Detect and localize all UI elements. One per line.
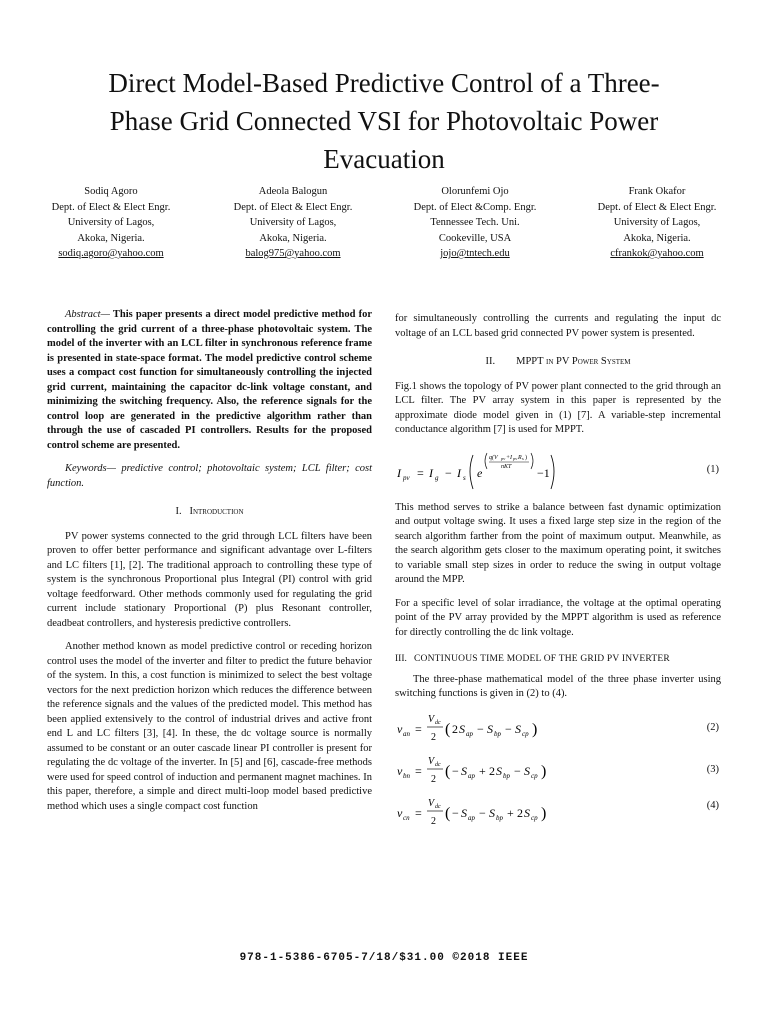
svg-text:=: =: [415, 805, 422, 820]
svg-text:−: −: [477, 721, 484, 736]
svg-text:−: −: [452, 763, 459, 778]
svg-text:2: 2: [489, 763, 495, 778]
svg-text:bp: bp: [494, 729, 501, 738]
svg-text:R: R: [518, 454, 522, 461]
section-number: III.: [395, 654, 407, 664]
author-org: University of Lagos,: [249, 217, 337, 228]
svg-text:2: 2: [452, 721, 458, 736]
equation-2: [395, 711, 721, 747]
svg-text:pv: pv: [501, 455, 506, 461]
svg-text:2: 2: [517, 805, 523, 820]
svg-text:dc: dc: [435, 761, 441, 768]
model-paragraph-1: The three-phase mathematical model of the three phase inverter using switching functions is given in (2) to (4).: [395, 673, 721, 699]
author-city: Akoka, Nigeria.: [623, 232, 691, 244]
svg-text:−: −: [514, 763, 521, 778]
section-title: MPPT in PV Power System: [516, 356, 631, 367]
mppt-paragraph-2: This method serves to strike a balance between fast dynamic optimization and output voltage swing. It uses a fixed large step size in the region of the search algorithm farther from the point of maximum output. Meanwhile, as the search algorithm gets closer to the maximum operating point, it switches to variable small step sizes in order to reduce the swing in output voltage around the MPP.: [395, 501, 721, 585]
svg-text:(: (: [445, 804, 451, 822]
svg-text:pv: pv: [513, 455, 518, 461]
left-column: [47, 308, 372, 823]
svg-text:2: 2: [431, 815, 436, 827]
svg-text:cp: cp: [522, 729, 529, 738]
svg-text:−: −: [452, 805, 459, 820]
mppt-paragraph-1: Fig.1 shows the topology of PV power plant connected to the grid through an LCL filter. The PV array system in this paper is represented by the approximate diode model given in (1) [7]. A variable-step incremental conductance algorithm [7] is used for MPPT.: [395, 380, 721, 435]
svg-text:=: =: [415, 721, 422, 736]
author-email[interactable]: balog975@yahoo.com: [245, 248, 341, 259]
author-email[interactable]: jojo@tntech.edu: [440, 248, 510, 259]
equation-3: [395, 753, 721, 789]
author-dept: Dept. of Elect & Elect Engr.: [51, 201, 171, 213]
section-title: Introduction: [189, 506, 244, 517]
keywords: [47, 462, 372, 491]
svg-text:S: S: [461, 763, 467, 778]
svg-text:−: −: [479, 805, 486, 820]
svg-text:+: +: [479, 763, 486, 778]
svg-text:q(V: q(V: [489, 454, 498, 461]
svg-text:−: −: [505, 721, 512, 736]
section-number: I.: [175, 506, 182, 517]
abstract-text: This paper presents a direct model predictive method for controlling the grid current of a three-phase photovoltaic system. The model of the inverter with an LCL filter in synchronous reference frame is presented in state-space format. The model predictive control scheme uses a compact cost function for simultaneously controlling the injected grid current, maintaining the capacitor dc-link voltage constant, and minimizing the switching frequency. Also, the reference signals for the control loop are generated in the predictive algorithm rather than through the use of cascaded PI controllers. Results for the proposed control scheme are presented.: [47, 309, 372, 451]
svg-text:S: S: [487, 721, 493, 736]
svg-text:v: v: [397, 805, 403, 820]
svg-text:S: S: [524, 763, 530, 778]
svg-text:): ): [532, 720, 538, 738]
svg-text:2: 2: [431, 731, 436, 743]
keywords-text: predictive control; photovoltaic system; LCL filter; cost function.: [47, 463, 372, 489]
svg-text:an: an: [403, 729, 410, 738]
svg-text:s: s: [522, 455, 524, 461]
author-email[interactable]: cfrankok@yahoo.com: [610, 248, 704, 259]
equation-1-formula: [395, 447, 695, 495]
svg-text:(: (: [445, 762, 451, 780]
author-2: [202, 184, 384, 262]
equation-number: (2): [706, 721, 719, 733]
author-city: Akoka, Nigeria.: [77, 232, 145, 244]
svg-text:): ): [525, 454, 527, 461]
section-heading-mppt: [395, 355, 721, 370]
svg-text:+: +: [507, 805, 514, 820]
equation-2-formula: [395, 711, 675, 747]
svg-text:dc: dc: [435, 803, 441, 810]
svg-text:v: v: [397, 763, 403, 778]
svg-text:pv: pv: [403, 473, 410, 482]
intro-paragraph-2: Another method known as model predictive control or receding horizon control uses the model of the inverter and filter to predict the future behavior of the system. In this, a cost function is minimized to select the best voltage vectors for the next prediction horizon which reduces the difference between the reference signals and the values of the predicted model. This method has been applied extensively to the control of industrial drives and active front end L and LC filters [3], [4]. In these, the dc voltage source is normally assumed to be constant or an outer cascade linear PI controller is present for regulating the dc voltage of the inverter. In [5] and [6], cascade-free methods were used for speed control of induction and permanent magnet machines. In this paper, therefore, a simple and direct multi-loop model based predictive method which uses a single compact cost function: [47, 641, 372, 812]
svg-text:I: I: [429, 465, 433, 480]
author-org: Tennessee Tech. Uni.: [430, 217, 520, 228]
abstract: [47, 308, 372, 453]
svg-text:ap: ap: [468, 771, 475, 780]
svg-text:I: I: [397, 465, 401, 480]
svg-text:V: V: [428, 755, 435, 767]
svg-text:bn: bn: [403, 771, 410, 780]
author-email[interactable]: sodiq.agoro@yahoo.com: [58, 248, 164, 259]
svg-text:ap: ap: [466, 729, 473, 738]
title-line-2: Phase Grid Connected VSI for Photovoltaic Power: [109, 106, 659, 136]
svg-text:V: V: [428, 797, 435, 809]
svg-text:=: =: [415, 763, 422, 778]
svg-text:−1: −1: [537, 465, 550, 480]
title-line-3: Evacuation: [323, 144, 445, 174]
section-heading-introduction: [47, 505, 372, 520]
svg-text:S: S: [524, 805, 530, 820]
svg-text:): ): [541, 804, 547, 822]
svg-text:v: v: [397, 721, 403, 736]
author-dept: Dept. of Elect & Elect Engr.: [233, 201, 353, 213]
svg-text:dc: dc: [435, 719, 441, 726]
author-3: [384, 184, 566, 262]
svg-text:(: (: [445, 720, 451, 738]
copyright-footer: 978-1-5386-6705-7/18/$31.00 ©2018 IEEE: [239, 952, 529, 964]
author-name: Sodiq Agoro: [84, 186, 138, 197]
svg-text:=: =: [417, 465, 424, 480]
equation-1: [395, 447, 721, 495]
author-dept: Dept. of Elect & Elect Engr.: [597, 201, 717, 213]
svg-text:S: S: [515, 721, 521, 736]
paper-title: [40, 64, 728, 178]
title-line-1: Direct Model-Based Predictive Control of a Three-: [108, 68, 660, 98]
equation-4: [395, 795, 721, 831]
mppt-paragraph-3: For a specific level of solar irradiance, the voltage at the optimal operating point of the PV array provided by the MPPT algorithm is used as reference for directly controlling the dc link voltage.: [395, 597, 721, 638]
svg-text:2: 2: [431, 773, 436, 785]
author-name: Adeola Balogun: [258, 186, 328, 197]
svg-text:bp: bp: [496, 813, 503, 822]
right-column: [395, 312, 721, 837]
equation-number: (1): [706, 463, 719, 475]
author-dept: Dept. of Elect &Comp. Engr.: [413, 201, 537, 213]
svg-text:cp: cp: [531, 771, 538, 780]
intro-paragraph-continued: for simultaneously controlling the currents and regulating the input dc voltage of an LCL based grid connected PV power system is presented.: [395, 313, 721, 339]
svg-text:ap: ap: [468, 813, 475, 822]
author-org: University of Lagos,: [613, 217, 701, 228]
svg-text:V: V: [428, 713, 435, 725]
svg-text:): ): [541, 762, 547, 780]
author-1: [20, 184, 202, 262]
svg-text:S: S: [489, 805, 495, 820]
author-name: Olorunfemi Ojo: [441, 186, 509, 197]
abstract-label: Abstract—: [65, 309, 110, 320]
svg-text:s: s: [463, 473, 466, 482]
author-org: University of Lagos,: [67, 217, 155, 228]
author-4: [566, 184, 748, 262]
svg-text:nKT: nKT: [501, 463, 512, 470]
section-heading-continuous-model: [395, 652, 721, 667]
intro-paragraph-1: PV power systems connected to the grid through LCL filters have been proven to offer better performance and significant advantage over L-filters and LC filters [1], [2]. The traditional approach to controlling these type of system is the synchronous Proportional plus Integral (PI) control with grid voltage feedforward. Other methods commonly used for regulating the grid current include stationary Proportional (P) plus Resonant controller, deadbeat controllers, and hysteresis predictive controllers.: [47, 530, 372, 629]
svg-text:S: S: [496, 763, 502, 778]
svg-text:cp: cp: [531, 813, 538, 822]
svg-text:bp: bp: [503, 771, 510, 780]
keywords-label: Keywords—: [65, 463, 116, 474]
svg-text:e: e: [477, 465, 483, 480]
svg-text:+I: +I: [506, 454, 513, 461]
svg-text:I: I: [457, 465, 461, 480]
equation-number: (3): [706, 763, 719, 775]
equation-4-formula: [395, 795, 675, 831]
section-number: II.: [485, 356, 496, 367]
svg-text:g: g: [435, 473, 439, 482]
svg-text:−: −: [445, 465, 452, 480]
author-name: Frank Okafor: [628, 186, 686, 197]
author-block: [20, 184, 748, 262]
section-title: CONTINUOUS TIME MODEL OF THE GRID PV INVERTER: [414, 654, 670, 664]
equation-3-formula: [395, 753, 675, 789]
author-city: Akoka, Nigeria.: [259, 232, 327, 244]
author-city: Cookeville, USA: [438, 232, 512, 244]
svg-text:cn: cn: [403, 813, 410, 822]
svg-text:S: S: [461, 805, 467, 820]
svg-text:S: S: [459, 721, 465, 736]
equation-number: (4): [706, 799, 719, 811]
